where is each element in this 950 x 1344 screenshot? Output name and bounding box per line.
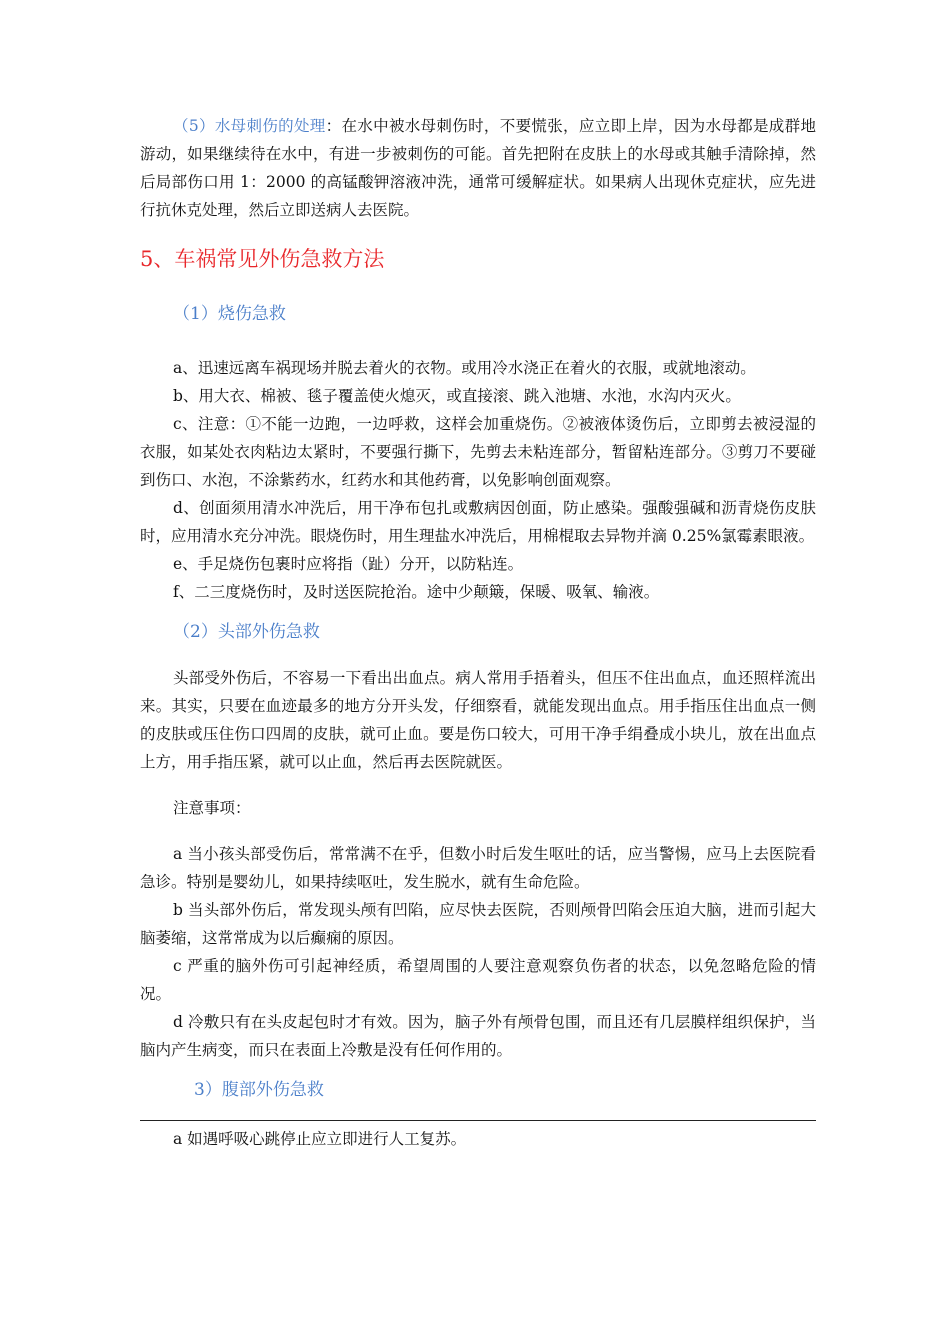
head-note-d: d 冷敷只有在头皮起包时才有效。因为，脑子外有颅骨包围，而且还有几层膜样组织保护，当脑内产生病变，而只在表面上冷敷是没有任何作用的。 bbox=[140, 1013, 816, 1059]
document-page bbox=[140, 112, 816, 1153]
head-body: 头部受外伤后，不容易一下看出出血点。病人常用手捂着头，但压不住出血点，血还照样流出来。其实，只要在血迹最多的地方分开头发，仔细察看，就能发现出血点。用手指压住出血点一侧的皮肤或压住伤口四周的皮肤，就可止血。要是伤口较大，可用干净手绢叠成小块儿，放在出血点上方，用手指压紧，就可以止血，然后再去医院就医。 bbox=[140, 669, 816, 771]
burn-item-e: e、手足烧伤包裹时应将指（趾）分开，以防粘连。 bbox=[173, 555, 524, 573]
abdomen-item-a: a 如遇呼吸心跳停止应立即进行人工复苏。 bbox=[173, 1130, 467, 1148]
abdomen-heading: 3）腹部外伤急救 bbox=[194, 1080, 324, 1100]
intro-prefix: （5） bbox=[173, 117, 215, 135]
burn-heading: （1）烧伤急救 bbox=[173, 304, 286, 324]
burn-item-b: b、用大衣、棉被、毯子覆盖使火熄灭，或直接滚、跳入池塘、水池，水沟内灭火。 bbox=[173, 387, 741, 405]
burn-item-f: f、二三度烧伤时，及时送医院抢治。途中少颠簸，保暖、吸氧、输液。 bbox=[173, 583, 660, 601]
burn-item-d: d、创面须用清水冲洗后，用干净布包扎或敷病因创面，防止感染。强酸强碱和沥青烧伤皮肤时，应用清水充分冲洗。眼烧伤时，用生理盐水冲洗后，用棉棍取去异物并滴 0.25%氯霉素眼液。 bbox=[140, 499, 816, 545]
intro-colon: ： bbox=[325, 117, 342, 135]
intro-paragraph bbox=[140, 112, 816, 224]
head-note-a: a 当小孩头部受伤后，常常满不在乎，但数小时后发生呕吐的话，应当警惕，应马上去医院看急诊。特别是婴幼儿，如果持续呕吐，发生脱水，就有生命危险。 bbox=[140, 845, 816, 891]
section-heading-5: 5、车祸常见外伤急救方法 bbox=[140, 247, 385, 271]
head-notes-label: 注意事项： bbox=[173, 799, 251, 817]
intro-title: 水母刺伤的处理 bbox=[214, 117, 326, 135]
head-heading: （2）头部外伤急救 bbox=[173, 622, 320, 642]
burn-item-c: c、注意：①不能一边跑，一边呼救，这样会加重烧伤。②被液体烫伤后，立即剪去被浸湿的衣服，如某处衣肉粘边太紧时，不要强行撕下，先剪去未粘连部分，暂留粘连部分。③剪刀不要碰到伤口、水泡，不涂紫药水，红药水和其他药膏，以免影响创面观察。 bbox=[140, 415, 816, 489]
head-note-c: c 严重的脑外伤可引起神经质，希望周围的人要注意观察负伤者的状态，以免忽略危险的情况。 bbox=[140, 957, 816, 1003]
intro-text: 在水中被水母刺伤时，不要慌张，应立即上岸，因为水母都是成群地游动，如果继续待在水中，有进一步被刺伤的可能。首先把附在皮肤上的水母或其触手清除掉，然后局部伤口用 1：2000 的高锰酸钾溶液冲洗，通常可缓解症状。如果病人出现休克症状，应先进行抗休克处理，然后立即送病人去医院。 bbox=[140, 117, 816, 219]
head-note-b: b 当头部外伤后，常发现头颅有凹陷，应尽快去医院，否则颅骨凹陷会压迫大脑，进而引起大脑萎缩，这常常成为以后癫痫的原因。 bbox=[140, 901, 816, 947]
burn-item-a: a、迅速远离车祸现场并脱去着火的衣物。或用冷水浇正在着火的衣服，或就地滚动。 bbox=[173, 359, 756, 377]
